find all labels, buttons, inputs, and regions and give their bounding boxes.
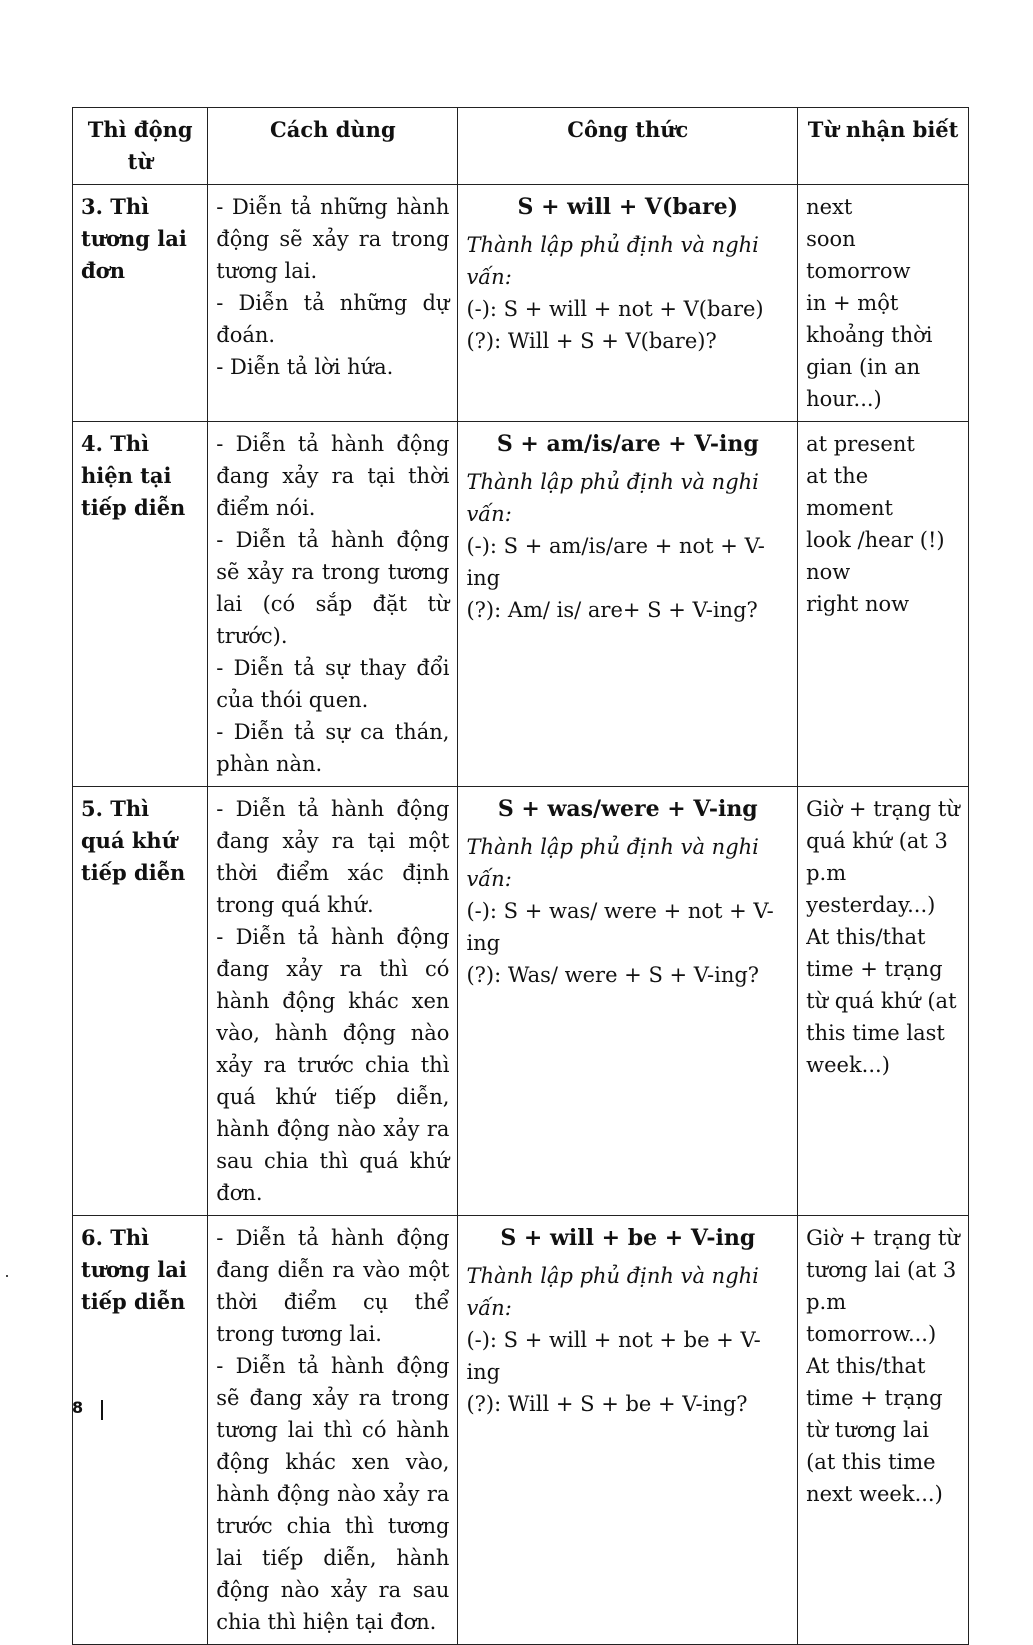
formula-cell [458,185,798,422]
signal-cell [798,185,969,422]
table-header-row [73,108,969,185]
signal-word: look /hear (!) [806,528,945,552]
table-row [73,787,969,1216]
header-usage: Cách dùng [208,108,458,185]
usage-item: - Diễn tả những hành động sẽ xảy ra trong tương lai. [216,195,450,283]
formula-question: (?): Will + S + be + V-ing? [466,1392,748,1416]
signal-word: Giờ + trạng từ tương lai (at 3 p.m tomorrow...) [806,1226,960,1346]
formula-question: (?): Am/ is/ are+ S + V-ing? [466,598,758,622]
usage-item: - Diễn tả hành động sẽ xảy ra trong tương lai (có sắp đặt từ trước). [216,528,450,648]
formula-negative: (-): S + will + not + be + V-ing [466,1328,761,1384]
signal-word: Giờ + trạng từ quá khứ (at 3 p.m yesterday...) [806,797,960,917]
formula-negative: (-): S + will + not + V(bare) [466,297,764,321]
header-signal: Từ nhận biết [798,108,969,185]
signal-word: tomorrow [806,259,911,283]
signal-word: At this/that time + trạng từ tương lai (at this time next week...) [806,1354,943,1506]
usage-cell [208,1216,458,1645]
signal-word: soon [806,227,856,251]
signal-word: At this/that time + trạng từ quá khứ (at this time last week...) [806,925,957,1077]
header-tense: Thì động từ [73,108,208,185]
signal-cell [798,422,969,787]
usage-item: - Diễn tả hành động đang diễn ra vào một thời điểm cụ thể trong tương lai. [216,1226,450,1346]
formula-negative: (-): S + am/is/are + not + V-ing [466,534,765,590]
usage-item: - Diễn tả hành động đang xảy ra tại một thời điểm xác định trong quá khứ. [216,797,450,917]
page-number: 8 [72,1398,84,1417]
tense-cell: 5. Thì quá khứ tiếp diễn [73,787,208,1216]
signal-word: now [806,560,851,584]
formula-note: Thành lập phủ định và nghi vấn: [466,835,759,891]
signal-word: at present [806,432,915,456]
formula-cell [458,787,798,1216]
tense-cell: 3. Thì tương lai đơn [73,185,208,422]
formula-main: S + am/is/are + V-ing [496,431,759,457]
signal-word: in + một khoảng thời gian (in an hour...) [806,291,933,411]
usage-cell [208,787,458,1216]
formula-main: S + will + V(bare) [517,194,739,220]
formula-cell [458,1216,798,1645]
formula-question: (?): Will + S + V(bare)? [466,329,717,353]
page-number-divider [101,1400,103,1420]
formula-note: Thành lập phủ định và nghi vấn: [466,233,759,289]
formula-note: Thành lập phủ định và nghi vấn: [466,470,759,526]
formula-cell [458,422,798,787]
usage-item: - Diễn tả sự ca thán, phàn nàn. [216,720,450,776]
signal-word: next [806,195,853,219]
usage-item: - Diễn tả hành động đang xảy ra tại thời điểm nói. [216,432,450,520]
usage-cell [208,422,458,787]
formula-question: (?): Was/ were + S + V-ing? [466,963,760,987]
table-row [73,422,969,787]
signal-cell [798,1216,969,1645]
usage-item: - Diễn tả hành động sẽ đang xảy ra trong tương lai thì có hành động khác xen vào, hành động nào xảy ra trước chia thì tương lai tiếp diễn, hành động nào xảy ra sau chia thì hiện tại đơn. [216,1354,450,1634]
scan-speck [6,1275,8,1277]
signal-word: right now [806,592,910,616]
usage-item: - Diễn tả lời hứa. [216,355,394,379]
usage-item: - Diễn tả sự thay đổi của thói quen. [216,656,450,712]
usage-cell [208,185,458,422]
header-formula: Công thức [458,108,798,185]
usage-item: - Diễn tả hành động đang xảy ra thì có hành động khác xen vào, hành động nào xảy ra trước chia thì quá khứ tiếp diễn, hành động nào xảy ra sau chia thì quá khứ đơn. [216,925,450,1205]
formula-negative: (-): S + was/ were + not + V-ing [466,899,774,955]
table-row [73,1216,969,1645]
usage-item: - Diễn tả những dự đoán. [216,291,450,347]
table-row [73,185,969,422]
grammar-table [72,107,969,1645]
signal-cell [798,787,969,1216]
tense-cell: 4. Thì hiện tại tiếp diễn [73,422,208,787]
formula-main: S + will + be + V-ing [500,1225,756,1251]
formula-main: S + was/were + V-ing [497,796,758,822]
signal-word: at the moment [806,464,893,520]
tense-cell: 6. Thì tương lai tiếp diễn [73,1216,208,1645]
formula-note: Thành lập phủ định và nghi vấn: [466,1264,759,1320]
